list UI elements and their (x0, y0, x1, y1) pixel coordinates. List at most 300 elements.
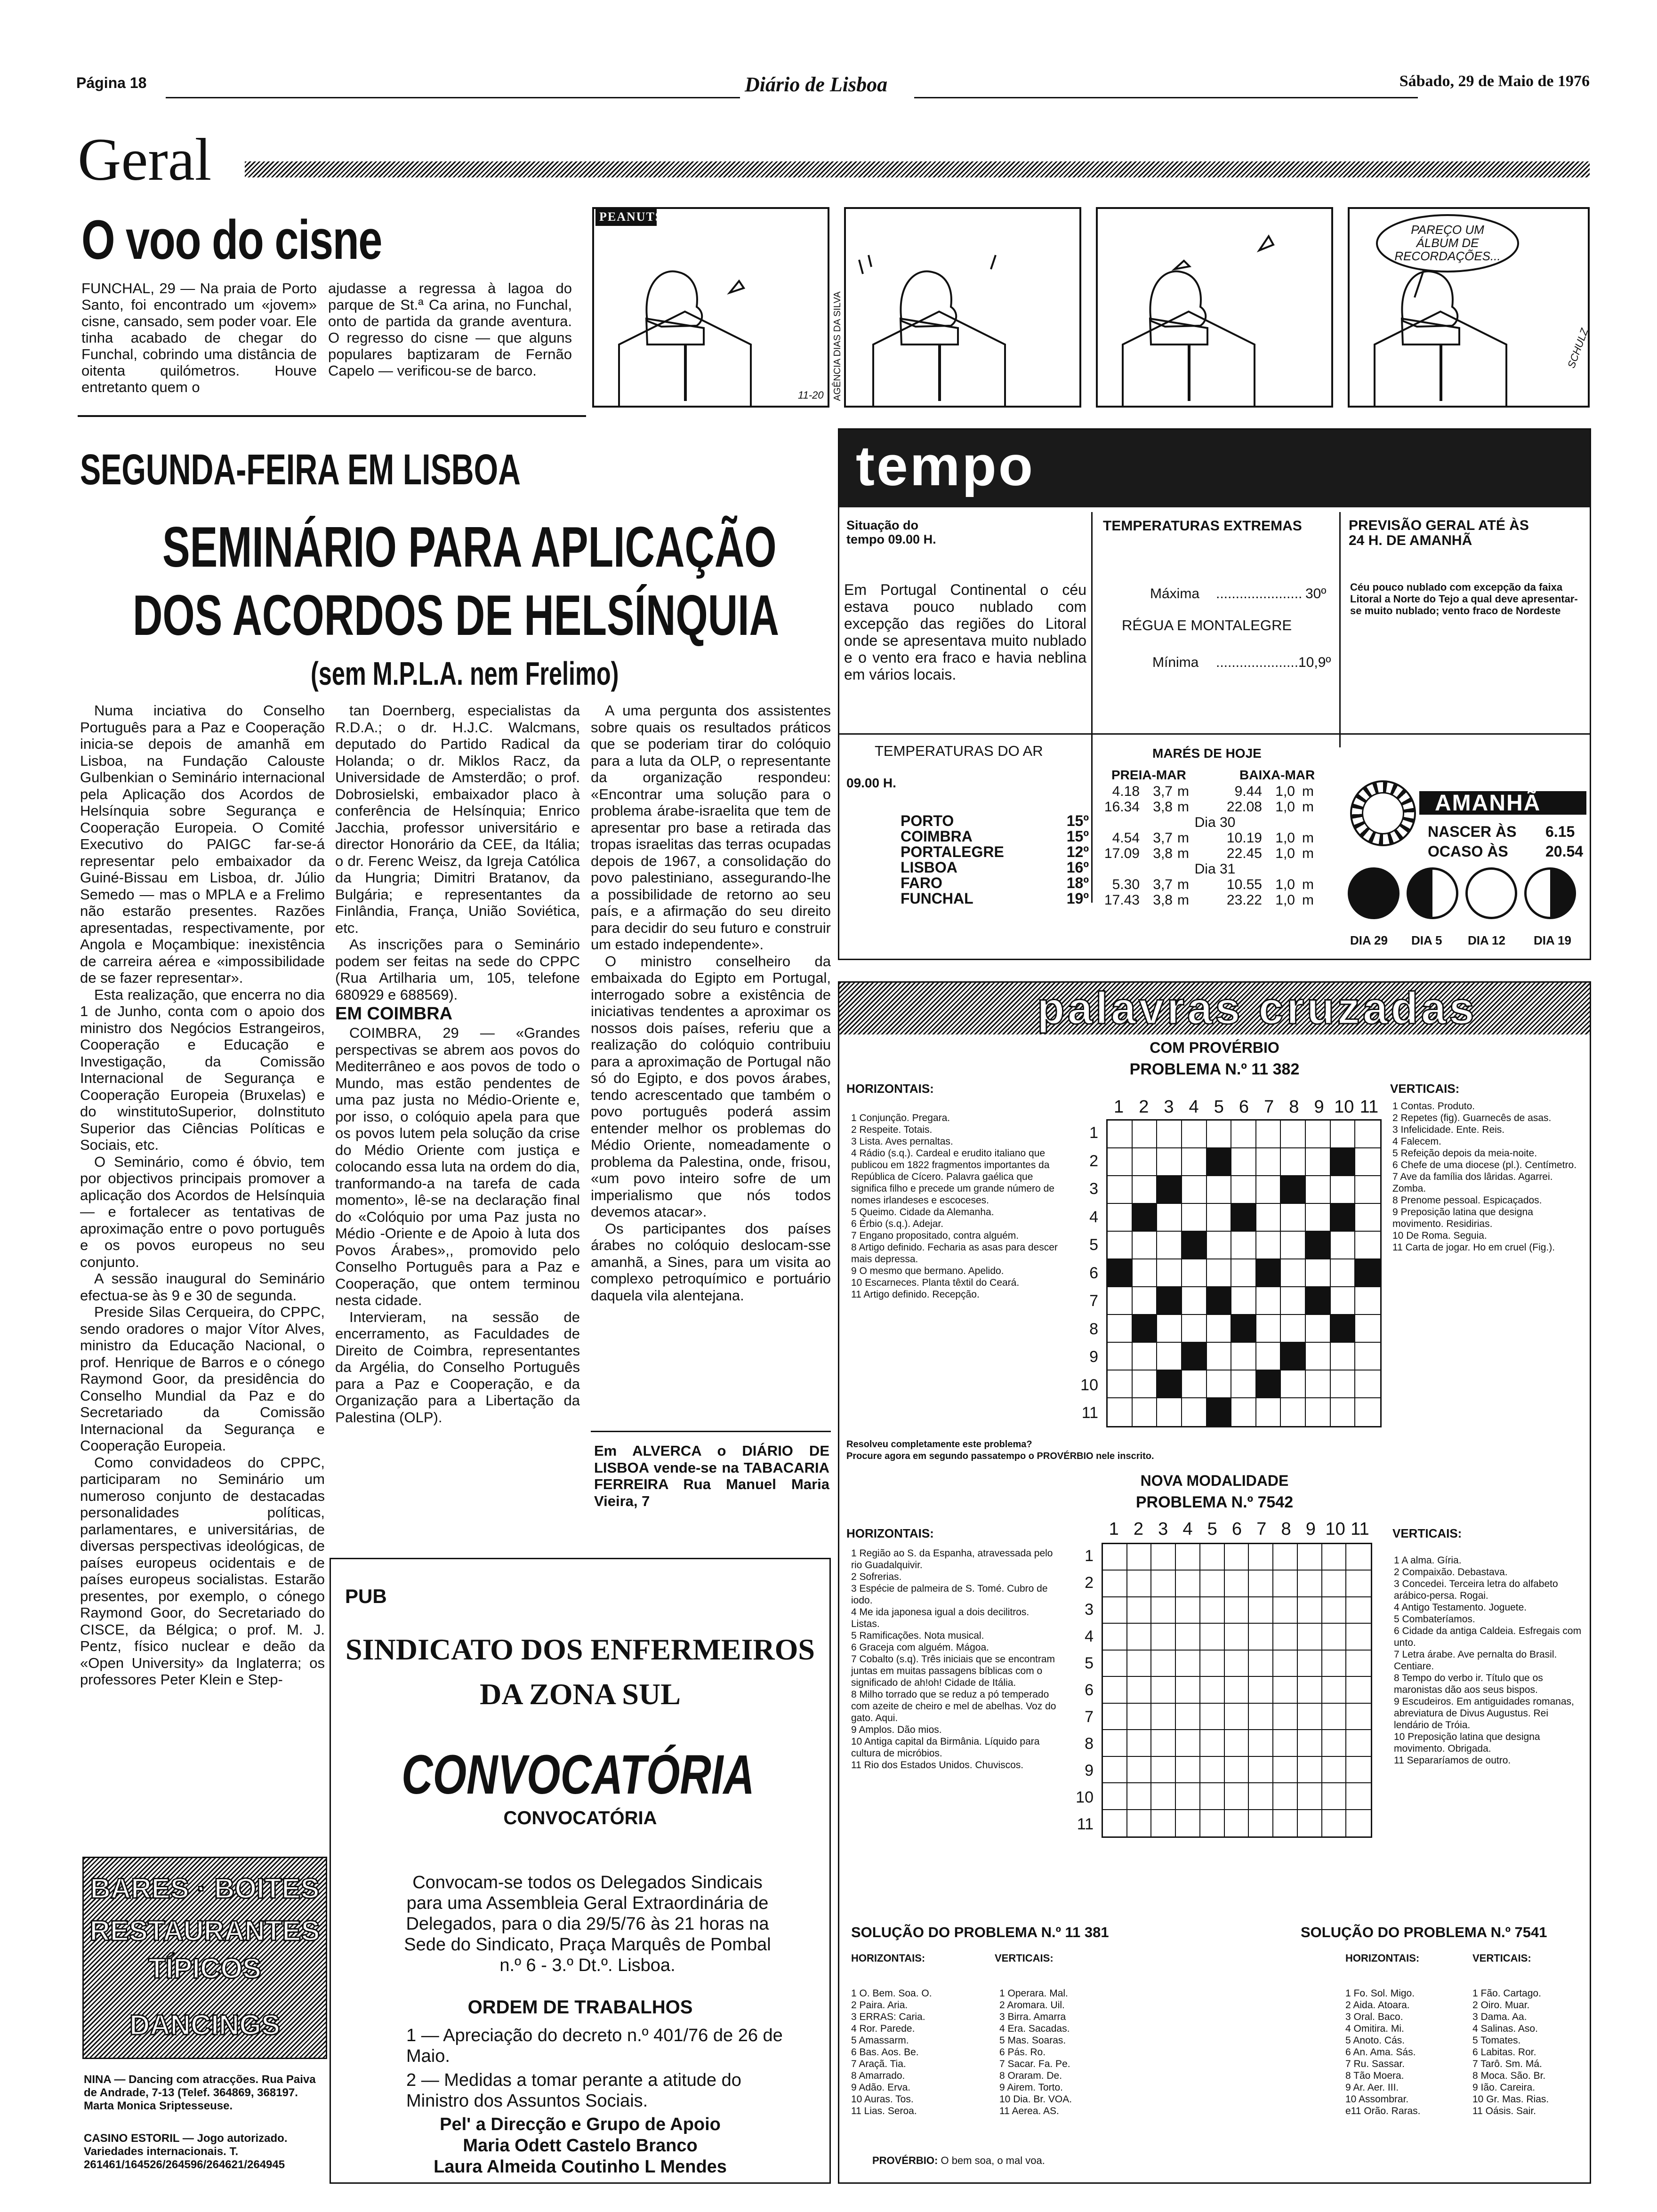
col-number: 9 (1305, 1519, 1316, 1539)
bares-word: BARES · BOITES (90, 1873, 320, 1904)
grid-cell (1200, 1597, 1225, 1624)
solution-line: 3 ERRAS: Caria. (851, 2012, 925, 2022)
grid-cell (1133, 1176, 1158, 1204)
solution-line: 8 Oraram. De. (999, 2070, 1062, 2081)
problem-2-vertical-clues (1394, 1555, 1582, 1766)
tide-cell: 22.45 (1226, 846, 1262, 861)
grid-cell (1346, 1783, 1371, 1810)
row-number: 11 (1077, 1815, 1094, 1833)
grid-cell (1207, 1315, 1232, 1343)
col-number: 3 (1164, 1097, 1174, 1117)
paragraph: Os participantes dos países árabes no colóquio deslocam-sse amanhã, a Sines, para um visita ao complexo petroquímico e portuário daquela vila alentejana. (591, 1220, 831, 1304)
grid-cell (1322, 1810, 1347, 1836)
grid-cell (1298, 1757, 1322, 1783)
grid-cell (1249, 1810, 1273, 1836)
grid-cell (1133, 1287, 1158, 1315)
nina-listing: NINA — Dancing com atracções. Rua Paiva de Andrade, 7-13 (Telef. 364869, 368197. Marta Monica Sriptesseuse. (84, 2073, 316, 2112)
clue: 8 Prenome pessoal. Espicaçados. (1392, 1195, 1542, 1206)
clue: 5 Combateríamos. (1394, 1614, 1475, 1625)
solution-line: 11 Aerea. AS. (999, 2106, 1059, 2116)
grid-cell (1207, 1204, 1232, 1232)
grid-cell (1182, 1315, 1207, 1343)
grid-cell (1176, 1571, 1200, 1597)
grid-cell (1306, 1121, 1331, 1148)
grid-cell (1157, 1176, 1182, 1204)
paper-name: Diário de Lisboa (745, 73, 888, 96)
weather-divider (839, 733, 1590, 735)
grid-cell (1322, 1783, 1347, 1810)
col-number: 5 (1214, 1097, 1224, 1117)
grid-cell (1200, 1651, 1225, 1677)
col-number: 9 (1314, 1097, 1324, 1117)
convocatoria-ad (330, 1558, 831, 2184)
grid-cell (1151, 1757, 1176, 1783)
grid-cell (1151, 1783, 1176, 1810)
grid-cell (1127, 1571, 1152, 1597)
grid-cell (1306, 1343, 1331, 1370)
tide-cell: 1,0 (1275, 830, 1295, 846)
grid-cell (1207, 1232, 1232, 1259)
masthead-rule (914, 97, 1418, 98)
grid-cell (1298, 1571, 1322, 1597)
tide-cell: 1,0 (1275, 846, 1295, 861)
problem-2-subtitle: NOVA MODALIDADE (1140, 1472, 1289, 1489)
grid-cell (1207, 1398, 1232, 1426)
signature-line-1: Pel' a Direcção e Grupo de Apoio (440, 2115, 721, 2134)
paragraph: O Seminário, como é óbvio, tem por objectivos principais promover a aplicação dos Acordos de Helsínquia — e fortalecer as tentativas de aproximação entre o povo português e os povos europeus no seu conjunto. (80, 1153, 325, 1270)
paragraph: Esta realização, que encerra no dia 1 de Junho, conta com o apoio dos ministro dos Negócios Estrangeiros, Cooperação e Educação e Investigação, da Comissão Internacional de Segurança e Cooperação Europeia (Bruxelas) e do winstitutoSuperior, doInstituto Superior das Ciências Políticas e Sociais, etc. (80, 986, 325, 1153)
max-label: Máxima (1150, 586, 1200, 601)
clue: 6 Érbio (s.q.). Adejar. (851, 1218, 944, 1229)
grid-cell (1176, 1624, 1200, 1650)
seminar-headline-line1: SEMINÁRIO PARA APLICAÇÃO (162, 515, 777, 579)
tide-cell: m (1302, 892, 1314, 908)
grid-cell (1133, 1398, 1158, 1426)
grid-cell (1281, 1343, 1306, 1370)
grid-cell (1108, 1398, 1133, 1426)
grid-cell (1322, 1730, 1347, 1756)
grid-cell (1231, 1370, 1256, 1398)
grid-cell (1298, 1544, 1322, 1571)
tide-day: Dia 31 (1194, 861, 1236, 877)
grid-cell (1306, 1232, 1331, 1259)
grid-cell (1182, 1259, 1207, 1287)
restaurantes-word: RESTAURANTES (89, 1915, 320, 1947)
grid-cell (1331, 1398, 1356, 1426)
paragraph: tan Doernberg, especialistas da R.D.A.; o dr. H.J.C. Walcmans, deputado do Partido Radical da Holanda; o dr. Miklos Racz, da Universidade de Amsterdão; o prof. Dobrosielski, embaixador placo à conferência de Helsínquia; Enrico Jacchia, professor universitário e director Honorário da CEE, da Itália; o dr. Ferenc Weisz, da Igreja Católica da Hungria; Dimitri Bratanov, da Bulgária; e representantes da Finlândia, França, União Soviética, etc. (335, 702, 580, 936)
grid-cell (1108, 1343, 1133, 1370)
clue: 4 Falecem. (1392, 1136, 1441, 1147)
clue: 7 Letra árabe. Ave pernalta do Brasil. Centiare. (1394, 1649, 1557, 1672)
clue: 6 Cidade da antiga Caldeia. Esfregais com unto. (1394, 1626, 1582, 1648)
grid-cell (1108, 1315, 1133, 1343)
grid-cell (1207, 1259, 1232, 1287)
signature-line-3: Laura Almeida Coutinho L Mendes (434, 2157, 727, 2177)
tide-row (1097, 830, 1333, 846)
grid-cell (1225, 1544, 1249, 1571)
solution-line: 5 Anoto. Cás. (1345, 2035, 1405, 2046)
grid-cell (1225, 1571, 1249, 1597)
grid-cell (1346, 1624, 1371, 1650)
tide-row (1097, 799, 1333, 815)
solution-line: 6 Labitas. Ror. (1472, 2047, 1536, 2058)
clue: 9 Preposição latina que designa movimento. Residirias. (1392, 1207, 1533, 1229)
grid-cell (1231, 1121, 1256, 1148)
row-number: 10 (1076, 1788, 1094, 1806)
casino-listing: CASINO ESTORIL — Jogo autorizado. Variedades internacionais. T. 261461/164526/264596/264621/264945 (84, 2132, 288, 2171)
row-number: 7 (1085, 1708, 1094, 1726)
section-hatch-bar (245, 161, 1590, 177)
swan-headline: O voo do cisne (81, 209, 382, 271)
union-name-line2: DA ZONA SUL (480, 1677, 681, 1711)
grid-cell (1273, 1651, 1298, 1677)
grid-cell (1355, 1343, 1380, 1370)
row-number: 6 (1085, 1681, 1094, 1699)
grid-cell (1127, 1624, 1152, 1650)
grid-cell (1207, 1176, 1232, 1204)
grid-cell (1331, 1343, 1356, 1370)
grid-cell (1225, 1677, 1249, 1703)
grid-cell (1176, 1783, 1200, 1810)
grid-cell (1133, 1315, 1158, 1343)
grid-cell (1151, 1704, 1176, 1730)
grid-cell (1281, 1204, 1306, 1232)
grid-cell (1108, 1259, 1133, 1287)
grid-cell (1225, 1783, 1249, 1810)
paragraph: COIMBRA, 29 — «Grandes perspectivas se abrem aos povos do Mediterrâneo e aos povos de todo o Mundo, mas estão pendentes de uma paz justa no Médio-Oriente e, por isso, o colóquio apela para que os povos lutem pela solução da crise do Médio Oriente com justiça e colocando essa luta na ordem do dia, tranformando-a na tarefa de cada momento», lê-se na declaração final do «Colóquio por uma Paz justa no Médio -Oriente e de Apoio à luta dos Povos Árabes»,, promovido pelo Conselho Português para a Paz e Cooperação, que ontem terminou nesta cidade. (335, 1025, 580, 1308)
solution-line: 10 Gr. Mas. Rias. (1472, 2094, 1549, 2105)
dancings-word: DANCINGS (129, 2009, 280, 2041)
clue: 9 Amplos. Dão mios. (851, 1724, 942, 1735)
grid-cell (1346, 1651, 1371, 1677)
city-name: COIMBRA (901, 828, 973, 845)
pub-label: PUB (345, 1585, 387, 1607)
forecast-text: Céu pouco nublado com excepção da faixa Litoral a Norte do Tejo a qual deve apresentar-se muito nublado; vento fraco de Nordeste (1350, 581, 1578, 617)
sunset-label: OCASO ÀS (1428, 843, 1508, 860)
grid-cell (1231, 1287, 1256, 1315)
solution-line: 10 Dia. Br. VOA. (999, 2094, 1072, 2105)
tide-cell: 3,8 (1153, 846, 1173, 861)
grid-cell (1200, 1677, 1225, 1703)
solution-2-vert-label: VERTICAIS: (1472, 1952, 1531, 1964)
seminar-headline-line2: DOS ACORDOS DE HELSÍNQUIA (133, 583, 780, 647)
grid-cell (1322, 1704, 1347, 1730)
agenda-item-2: 2 — Medidas a tomar perante a atitude do Ministro dos Assuntos Sociais. (406, 2070, 741, 2111)
solution-line: 5 Amassarm. (851, 2035, 909, 2046)
solution-line: 5 Mas. Soaras. (999, 2035, 1066, 2046)
grid-cell (1273, 1810, 1298, 1836)
clue: 9 O mesmo que bermano. Apelido. (851, 1266, 1004, 1276)
preia-mar-label: PREIA-MAR (1111, 768, 1186, 782)
grid-cell (1331, 1232, 1356, 1259)
tide-cell: m (1177, 830, 1189, 846)
row-number: 10 (1080, 1376, 1098, 1394)
bares-ad (82, 1857, 327, 2059)
col-number: 5 (1207, 1519, 1217, 1539)
grid-cell (1231, 1232, 1256, 1259)
weather-divider (1339, 512, 1341, 747)
swan-bottom-rule (78, 415, 586, 417)
grid-cell (1157, 1287, 1182, 1315)
subsection-title: EM COIMBRA (335, 1004, 453, 1024)
problem-2-horizontal-clues (851, 1547, 1058, 1771)
forecast-title: PREVISÃO GERAL ATÉ ÀS 24 H. DE AMANHÃ (1349, 518, 1529, 548)
row-number: 7 (1089, 1292, 1098, 1310)
solution-line: e11 Orão. Raras. (1345, 2106, 1421, 2116)
col-number: 11 (1351, 1519, 1369, 1539)
grid-cell (1127, 1597, 1152, 1624)
tide-cell: 1,0 (1275, 877, 1295, 892)
grid-cell (1108, 1148, 1133, 1176)
problem-1-note-2: Procure agora em segundo passatempo o PROVÉRBIO nele inscrito. (846, 1451, 1154, 1461)
tide-day: Dia 30 (1194, 815, 1236, 830)
grid-cell (1355, 1204, 1380, 1232)
grid-cell (1200, 1571, 1225, 1597)
grid-cell (1249, 1677, 1273, 1703)
min-dots: ...................... (1216, 655, 1303, 670)
grid-cell (1108, 1370, 1133, 1398)
seminar-subhead: (sem M.P.L.A. nem Frelimo) (311, 655, 619, 692)
grid-cell (1322, 1571, 1347, 1597)
grid-cell (1281, 1148, 1306, 1176)
row-number: 5 (1089, 1236, 1098, 1254)
grid-cell (1157, 1398, 1182, 1426)
tide-cell: 10.55 (1226, 877, 1262, 892)
moon-day: DIA 5 (1411, 933, 1442, 947)
grid-cell (1322, 1651, 1347, 1677)
grid-cell (1157, 1204, 1182, 1232)
grid-cell (1322, 1677, 1347, 1703)
verticais-label: VERTICAIS: (1390, 1082, 1460, 1096)
horizontais-label: HORIZONTAIS: (846, 1526, 934, 1540)
problem-1-note-1: Resolveu completamente este problema? (846, 1439, 1032, 1450)
grid-cell (1273, 1597, 1298, 1624)
grid-cell (1108, 1121, 1133, 1148)
grid-cell (1281, 1232, 1306, 1259)
city-name: FARO (901, 874, 942, 891)
grid-cell (1200, 1544, 1225, 1571)
max-value: 30º (1305, 586, 1327, 601)
grid-cell (1256, 1370, 1281, 1398)
convocatoria-subtitle: CONVOCATÓRIA (503, 1808, 657, 1828)
grid-cell (1176, 1597, 1200, 1624)
solution-line: 1 Operara. Mal. (999, 1988, 1068, 1999)
grid-cell (1182, 1370, 1207, 1398)
weather-title: tempo (856, 434, 1035, 497)
grid-cell (1182, 1398, 1207, 1426)
grid-cell (1306, 1148, 1331, 1176)
agenda-title: ORDEM DE TRABALHOS (467, 1997, 693, 2018)
proverb-label: PROVÉRBIO: (872, 2155, 938, 2166)
clue: 3 Lista. Aves pernaltas. (851, 1136, 953, 1147)
solution-line: 7 Ru. Sassar. (1345, 2059, 1405, 2069)
clue: 9 Escudeiros. Em antiguidades romanas, abreviatura de Divus Augustus. Rei lendário de Tróia. (1394, 1696, 1574, 1731)
comic-date-mark: 11-20 (798, 389, 824, 401)
grid-cell (1306, 1259, 1331, 1287)
moon-day: DIA 12 (1468, 933, 1505, 947)
solution-line: 7 Sacar. Fa. Pe. (999, 2059, 1070, 2069)
crossword-title: palavras cruzadas (1037, 983, 1477, 1034)
convocatoria-title: CONVOCATÓRIA (402, 1744, 755, 1806)
solution-line: 2 Paira. Aria. (851, 2000, 908, 2011)
city-temp: 12º (1066, 843, 1089, 860)
city-name: PORTALEGRE (901, 843, 1004, 860)
grid-cell (1103, 1810, 1127, 1836)
solution-line: 9 Adão. Erva. (851, 2082, 911, 2093)
grid-cell (1249, 1704, 1273, 1730)
grid-cell (1133, 1370, 1158, 1398)
moon-day: DIA 29 (1350, 933, 1388, 947)
grid-2-col-numbers (1102, 1519, 1372, 1539)
tide-cell: 3,8 (1153, 892, 1173, 908)
grid-cell (1298, 1651, 1322, 1677)
tide-cell: 1,0 (1275, 892, 1295, 908)
grid-cell (1108, 1287, 1133, 1315)
city-name: FUNCHAL (901, 890, 973, 907)
grid-cell (1182, 1176, 1207, 1204)
extremes-title: TEMPERATURAS EXTREMAS (1103, 518, 1302, 534)
row-number: 4 (1089, 1208, 1098, 1226)
grid-cell (1157, 1343, 1182, 1370)
tide-cell: m (1302, 830, 1314, 846)
min-label: Mínima (1152, 655, 1199, 670)
tide-cell: 1,0 (1275, 799, 1295, 815)
grid-cell (1231, 1148, 1256, 1176)
clue: 11 Artigo definido. Recepção. (851, 1289, 980, 1300)
grid-cell (1157, 1259, 1182, 1287)
grid-cell (1346, 1704, 1371, 1730)
grid-cell (1256, 1204, 1281, 1232)
grid-cell (1182, 1232, 1207, 1259)
grid-cell (1281, 1176, 1306, 1204)
grid-cell (1355, 1287, 1380, 1315)
grid-cell (1157, 1370, 1182, 1398)
col-number: 10 (1325, 1519, 1345, 1539)
clue: 10 De Roma. Seguia. (1392, 1230, 1487, 1241)
row-number: 1 (1085, 1547, 1094, 1565)
city-name: LISBOA (901, 859, 957, 876)
grid-1-col-numbers (1106, 1097, 1382, 1117)
proverb-text: O bem soa, o mal voa. (941, 2155, 1045, 2166)
grid-cell (1298, 1810, 1322, 1836)
tide-cell: 5.30 (1112, 877, 1140, 892)
grid-2-row-numbers (1065, 1543, 1094, 1838)
grid-cell (1249, 1757, 1273, 1783)
tipicos-word: TÍPICOS (148, 1953, 262, 1984)
clue: 11 Separaríamos de outro. (1394, 1755, 1511, 1766)
grid-cell (1249, 1730, 1273, 1756)
grid-cell (1273, 1624, 1298, 1650)
col-number: 7 (1264, 1097, 1274, 1117)
grid-cell (1176, 1810, 1200, 1836)
grid-cell (1157, 1121, 1182, 1148)
city-row (901, 860, 1089, 875)
grid-cell (1127, 1704, 1152, 1730)
clue: 3 Espécie de palmeira de S. Tomé. Cubro de iodo. (851, 1583, 1048, 1606)
grid-cell (1298, 1624, 1322, 1650)
weather-divider (1091, 512, 1093, 903)
comic-speech: PAREÇO UM ÁLBUM DE RECORDAÇÕES... (1394, 223, 1501, 263)
solution-line: 3 Dama. Aa. (1472, 2012, 1527, 2022)
solution-line: 8 Moca. São. Br. (1472, 2070, 1546, 2081)
grid-cell (1281, 1315, 1306, 1343)
clue: 2 Compaixão. Debastava. (1394, 1567, 1508, 1578)
grid-cell (1256, 1121, 1281, 1148)
solution-line: 2 Aida. Atoara. (1345, 2000, 1410, 2011)
solution-1-title: SOLUÇÃO DO PROBLEMA N.º 11 381 (851, 1924, 1109, 1940)
city-temp: 18º (1066, 874, 1089, 891)
comic-strip (591, 203, 1591, 410)
tide-cell: m (1302, 784, 1314, 799)
grid-cell (1256, 1315, 1281, 1343)
solution-line: 6 An. Ama. Sás. (1345, 2047, 1416, 2058)
solution-line: 2 Oiro. Muar. (1472, 2000, 1530, 2011)
tide-cell: m (1177, 799, 1189, 815)
grid-cell (1322, 1544, 1347, 1571)
grid-cell (1306, 1315, 1331, 1343)
crossword-box (838, 981, 1591, 2184)
grid-cell (1281, 1398, 1306, 1426)
grid-cell (1298, 1730, 1322, 1756)
grid-cell (1273, 1757, 1298, 1783)
grid-cell (1273, 1783, 1298, 1810)
max-dots: ...................... (1216, 586, 1303, 601)
tide-row (1097, 877, 1333, 892)
row-number: 3 (1089, 1180, 1098, 1198)
solution-line: 10 Assombrar. (1345, 2094, 1409, 2105)
grid-cell (1322, 1624, 1347, 1650)
city-row (901, 875, 1089, 891)
solution-line: 9 Ião. Careira. (1472, 2082, 1536, 2093)
grid-cell (1256, 1176, 1281, 1204)
grid-cell (1151, 1571, 1176, 1597)
solution-line: 4 Omitira. Mi. (1345, 2023, 1404, 2034)
tide-cell: 3,7 (1153, 877, 1173, 892)
paragraph: Preside Silas Cerqueira, do CPPC, sendo oradores o major Vítor Alves, ministro da Educação Nacional, o prof. Henrique de Barros e o cónego Raymond Goor, da presidência do Conselho Mundial da Paz e do Secretariado da Comissão Internacional da Segurança e Cooperação Europeia. (80, 1304, 325, 1454)
row-number: 9 (1085, 1762, 1094, 1779)
col-number: 1 (1109, 1519, 1119, 1539)
tide-cell: 3,7 (1153, 784, 1173, 799)
col-number: 10 (1334, 1097, 1354, 1117)
grid-cell (1249, 1624, 1273, 1650)
col-number: 7 (1256, 1519, 1267, 1539)
grid-cell (1182, 1287, 1207, 1315)
grid-cell (1103, 1651, 1127, 1677)
grid-cell (1322, 1757, 1347, 1783)
grid-cell (1306, 1176, 1331, 1204)
crossword-grid-2 (1102, 1543, 1372, 1838)
grid-cell (1355, 1370, 1380, 1398)
grid-cell (1256, 1287, 1281, 1315)
tide-cell: m (1177, 877, 1189, 892)
solution-2-horiz-label: HORIZONTAIS: (1345, 1952, 1420, 1964)
clue: 8 Artigo definido. Fecharia as asas para descer mais depressa. (851, 1242, 1058, 1265)
grid-cell (1133, 1343, 1158, 1370)
grid-cell (1331, 1287, 1356, 1315)
masthead-rule (166, 97, 740, 98)
grid-cell (1256, 1343, 1281, 1370)
solution-2-vertical (1472, 1988, 1585, 2117)
city-name: PORTO (901, 812, 954, 829)
city-row (901, 891, 1089, 906)
tide-cell: 4.18 (1112, 784, 1140, 799)
grid-cell (1182, 1148, 1207, 1176)
solution-2-title: SOLUÇÃO DO PROBLEMA N.º 7541 (1301, 1924, 1547, 1940)
grid-cell (1306, 1204, 1331, 1232)
clue: 1 Contas. Produto. (1392, 1101, 1475, 1112)
page-number: Página 18 (76, 74, 147, 91)
tide-cell: 10.19 (1226, 830, 1262, 846)
